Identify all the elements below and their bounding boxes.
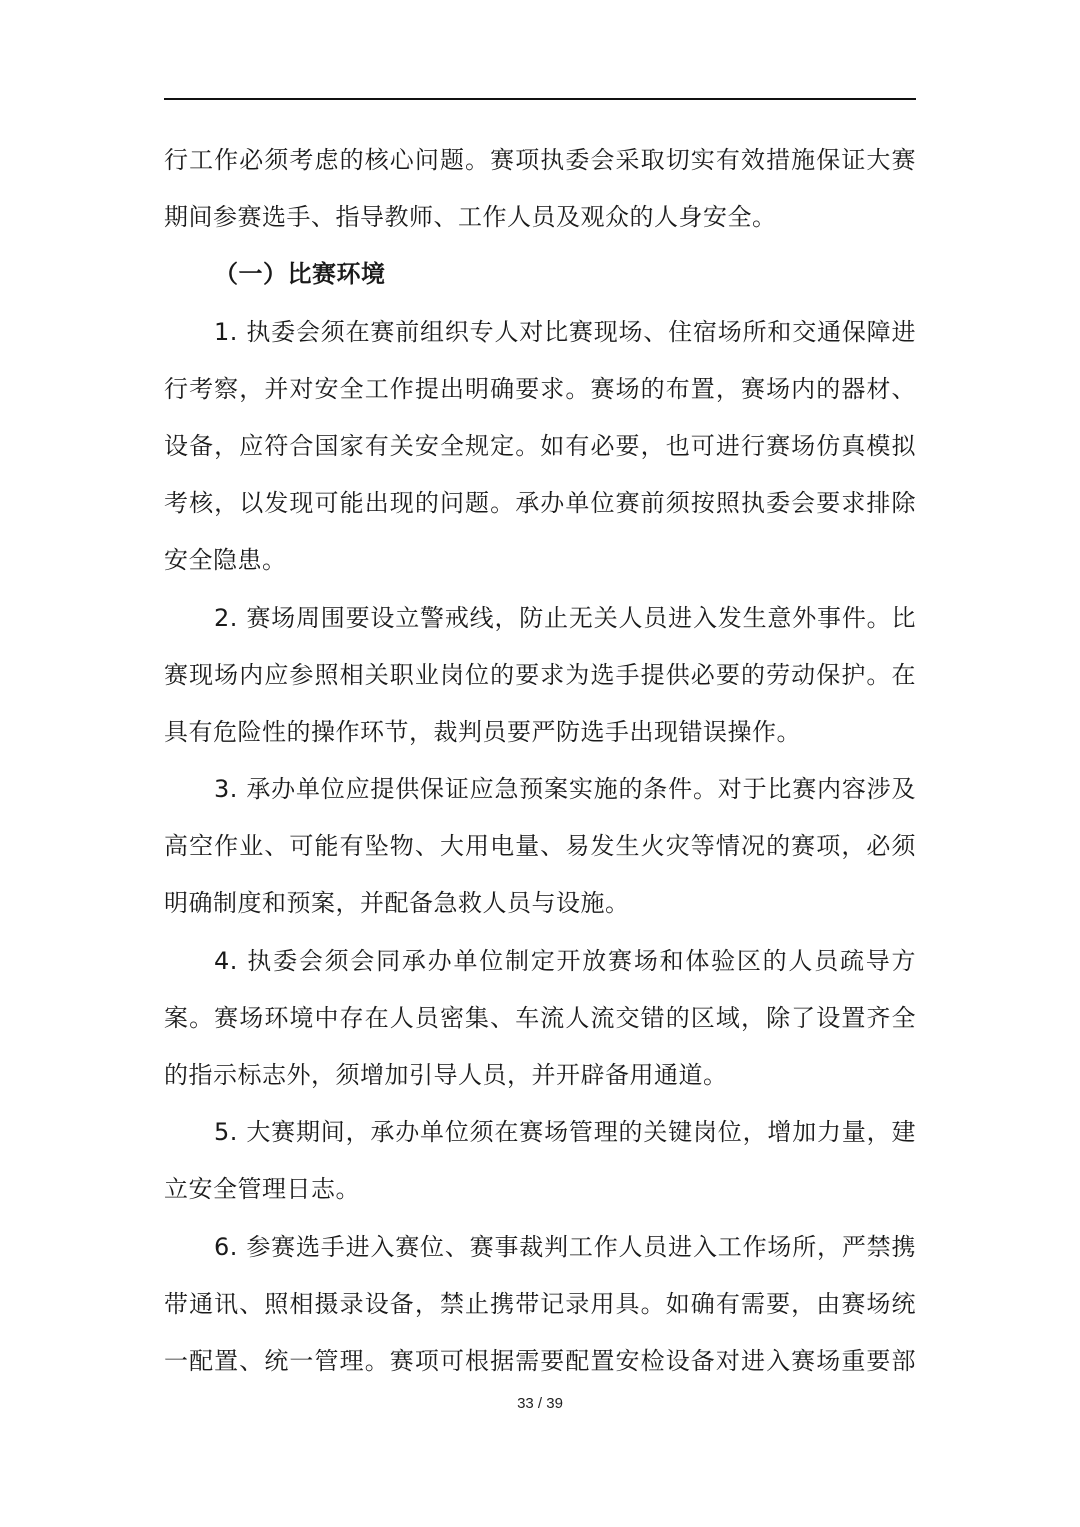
document-body bbox=[164, 132, 916, 1390]
text-line: 5. 大赛期间，承办单位须在赛场管理的关键岗位，增加力量，建 bbox=[214, 1118, 916, 1147]
text-line: 立安全管理日志。 bbox=[164, 1175, 360, 1204]
paragraph bbox=[164, 1219, 916, 1391]
text-line: 高空作业、可能有坠物、大用电量、易发生火灾等情况的赛项，必须 bbox=[164, 832, 916, 861]
paragraph bbox=[164, 761, 916, 933]
text-line: 期间参赛选手、指导教师、工作人员及观众的人身安全。 bbox=[164, 203, 777, 232]
section-heading: （一）比赛环境 bbox=[214, 260, 386, 289]
page-number: 33 / 39 bbox=[517, 1395, 563, 1412]
text-line: 行工作必须考虑的核心问题。赛项执委会采取切实有效措施保证大赛 bbox=[164, 146, 916, 174]
text-line: 行考察，并对安全工作提出明确要求。赛场的布置，赛场内的器材、 bbox=[164, 374, 916, 403]
text-line: 3. 承办单位应提供保证应急预案实施的条件。对于比赛内容涉及 bbox=[214, 775, 916, 804]
paragraph bbox=[164, 933, 916, 1105]
paragraph bbox=[164, 590, 916, 762]
text-line: 设备，应符合国家有关安全规定。如有必要，也可进行赛场仿真模拟 bbox=[164, 431, 916, 460]
text-line: 一配置、统一管理。赛项可根据需要配置安检设备对进入赛场重要部 bbox=[164, 1346, 916, 1375]
text-line: 4. 执委会须会同承办单位制定开放赛场和体验区的人员疏导方 bbox=[214, 946, 916, 975]
text-line: 考核，以发现可能出现的问题。承办单位赛前须按照执委会要求排除 bbox=[164, 489, 916, 518]
paragraph bbox=[164, 132, 916, 246]
text-line: 具有危险性的操作环节，裁判员要严防选手出现错误操作。 bbox=[164, 717, 801, 746]
text-line: 的指示标志外，须增加引导人员，并开辟备用通道。 bbox=[164, 1061, 728, 1089]
text-line: 赛现场内应参照相关职业岗位的要求为选手提供必要的劳动保护。在 bbox=[164, 660, 916, 689]
text-line: 带通讯、照相摄录设备，禁止携带记录用具。如确有需要，由赛场统 bbox=[164, 1289, 916, 1318]
header-rule bbox=[164, 98, 916, 100]
text-line: 明确制度和预案，并配备急救人员与设施。 bbox=[164, 889, 630, 918]
text-line: 6. 参赛选手进入赛位、赛事裁判工作人员进入工作场所，严禁携 bbox=[214, 1232, 916, 1261]
text-line: 安全隐患。 bbox=[164, 546, 287, 575]
paragraph bbox=[164, 304, 916, 590]
text-line: 案。赛场环境中存在人员密集、车流人流交错的区域，除了设置齐全 bbox=[164, 1003, 916, 1032]
text-line: 1. 执委会须在赛前组织专人对比赛现场、住宿场所和交通保障进 bbox=[214, 317, 916, 346]
text-line: 2. 赛场周围要设立警戒线，防止无关人员进入发生意外事件。比 bbox=[214, 603, 916, 632]
paragraph bbox=[164, 1104, 916, 1218]
